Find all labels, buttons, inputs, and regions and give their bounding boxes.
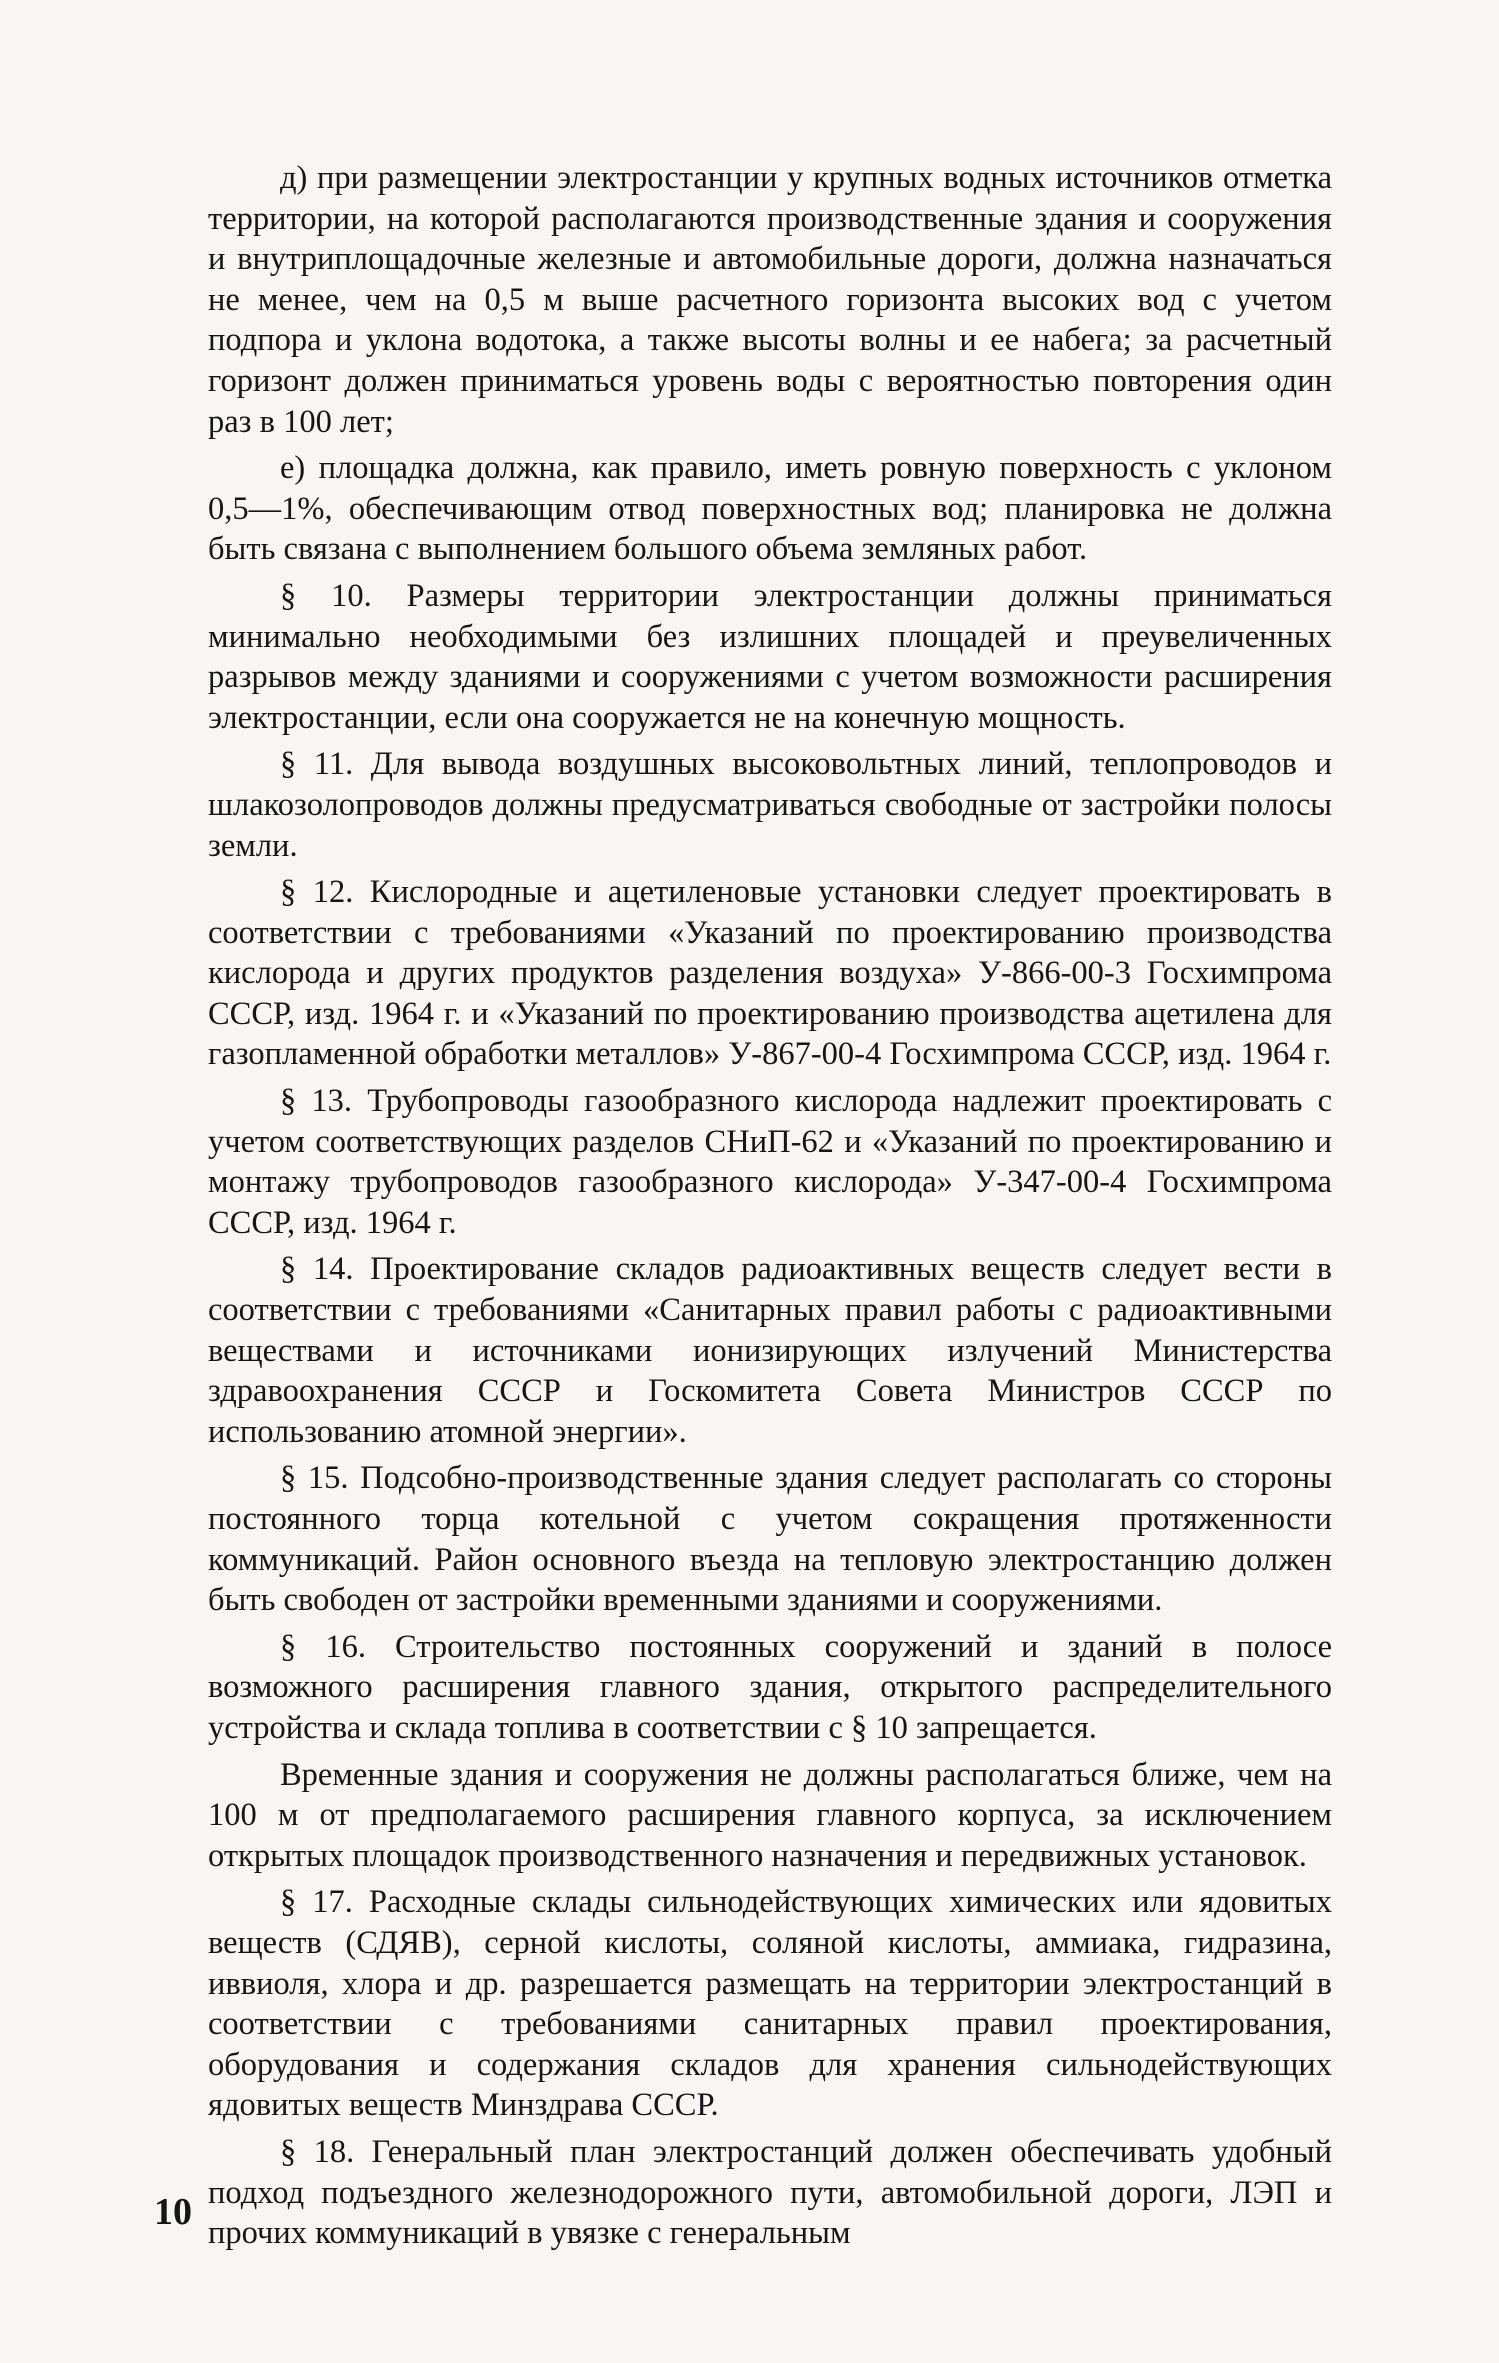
paragraph-section-12: § 12. Кислородные и ацетиленовые установки следует проектировать в соответствии с требованиями «Указаний по проектированию производства кислорода и других продуктов разделения воздуха» У-866-00-3 Госхимпрома СССР, изд. 1964 г. и «Указаний по проектированию производства ацетилена для газопламенной обработки металлов» У-867-00-4 Госхимпрома СССР, изд. 1964 г. — [208, 874, 1332, 1073]
paragraph-item-d: д) при размещении электростанции у крупных водных источников отметка территории, на которой располагаются производственные здания и сооружения и внутриплощадочные железные и автомобильные дороги, должна назначаться не менее, чем на 0,5 м выше расчетного горизонта высоких вод с учетом подпора и уклона водотока, а также высоты волны и ее набега; за расчетный горизонт должен приниматься уровень воды с вероятностью повторения один раз в 100 лет; — [208, 160, 1332, 440]
paragraph-section-11: § 11. Для вывода воздушных высоковольтных линий, теплопроводов и шлакозолопроводов должны предусматриваться свободные от застройки полосы земли. — [208, 746, 1332, 864]
page-number: 10 — [154, 2191, 192, 2233]
paragraph-section-16: § 16. Строительство постоянных сооружений и зданий в полосе возможного расширения главного здания, открытого распределительного устройства и склада топлива в соответствии с § 10 запрещается. — [208, 1628, 1332, 1746]
document-body — [208, 158, 1332, 2260]
paragraph-section-15: § 15. Подсобно-производственные здания следует располагать со стороны постоянного торца котельной с учетом сокращения протяженности коммуникаций. Район основного въезда на тепловую электростанцию должен быть свободен от застройки временными зданиями и сооружениями. — [208, 1460, 1332, 1619]
paragraph-item-e: е) площадка должна, как правило, иметь ровную поверхность с уклоном 0,5—1%, обеспечивающим отвод поверхностных вод; планировка не должна быть связана с выполнением большого объема земляных работ. — [208, 450, 1332, 568]
paragraph-section-14: § 14. Проектирование складов радиоактивных веществ следует вести в соответствии с требованиями «Санитарных правил работы с радиоактивными веществами и источниками ионизирующих излучений Министерства здравоохранения СССР и Госкомитета Совета Министров СССР по использованию атомной энергии». — [208, 1251, 1332, 1450]
paragraph-section-17: § 17. Расходные склады сильнодействующих химических или ядовитых веществ (СДЯВ), серной кислоты, соляной кислоты, аммиака, гидразина, иввиоля, хлора и др. разрешается размещать на территории электростанций в соответствии с требованиями санитарных правил проектирования, оборудования и содержания складов для хранения сильнодействующих ядовитых веществ Минздрава СССР. — [208, 1884, 1332, 2124]
paragraph-section-10: § 10. Размеры территории электростанции должны приниматься минимально необходимыми без излишних площадей и преувеличенных разрывов между зданиями и сооружениями с учетом возможности расширения электростанции, если она сооружается не на конечную мощность. — [208, 577, 1332, 736]
paragraph-temporary-buildings: Временные здания и сооружения не должны располагаться ближе, чем на 100 м от предполагаемого расширения главного корпуса, за исключением открытых площадок производственного назначения и передвижных установок. — [208, 1756, 1332, 1874]
paragraph-section-18: § 18. Генеральный план электростанций должен обеспечивать удобный подход подъездного железнодорожного пути, автомобильной дороги, ЛЭП и прочих коммуникаций в увязке с генеральным — [208, 2133, 1332, 2252]
paragraph-section-13: § 13. Трубопроводы газообразного кислорода надлежит проектировать с учетом соответствующих разделов СНиП-62 и «Указаний по проектированию и монтажу трубопроводов газообразного кислорода» У-347-00-4 Госхимпрома СССР, изд. 1964 г. — [208, 1083, 1332, 1241]
